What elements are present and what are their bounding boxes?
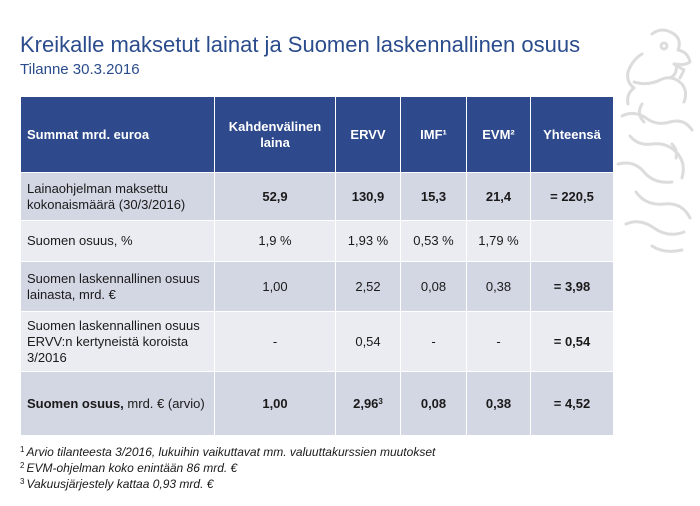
table-cell: 2,52 xyxy=(336,262,401,312)
table-row xyxy=(21,312,614,372)
table-cell: 15,3 xyxy=(401,173,467,221)
row-label: Lainaohjelman maksettu kokonaismäärä (30/3/2016) xyxy=(21,173,215,221)
table-cell: - xyxy=(401,312,467,372)
footnote xyxy=(20,444,435,460)
table-cell: 1,9 % xyxy=(215,221,336,262)
column-header: ERVV xyxy=(336,97,401,173)
table-cell: 0,08 xyxy=(401,262,467,312)
table-cell: 0,38 xyxy=(467,262,531,312)
total-cell: = 220,5 xyxy=(531,173,614,221)
table-cell: 21,4 xyxy=(467,173,531,221)
column-header: IMF¹ xyxy=(401,97,467,173)
table-cell: 52,9 xyxy=(215,173,336,221)
loan-table xyxy=(20,96,614,436)
footnote-mark: 1 xyxy=(20,445,25,454)
row-label: Suomen laskennallinen osuus lainasta, mrd. € xyxy=(21,262,215,312)
row-label: Suomen osuus, % xyxy=(21,221,215,262)
footnote xyxy=(20,476,435,492)
footnotes xyxy=(20,444,435,492)
table-row xyxy=(21,221,614,262)
table-cell: - xyxy=(215,312,336,372)
footnote-text: Vakuusjärjestely kattaa 0,93 mrd. € xyxy=(26,477,214,491)
footnote xyxy=(20,460,435,476)
table-cell xyxy=(336,372,401,436)
row-label: Suomen laskennallinen osuus ERVV:n kertyneistä koroista 3/2016 xyxy=(21,312,215,372)
column-header: EVM² xyxy=(467,97,531,173)
table-row xyxy=(21,173,614,221)
total-cell xyxy=(531,221,614,262)
total-cell: = 0,54 xyxy=(531,312,614,372)
cell-value: 2,96 xyxy=(353,395,379,411)
page-title: Kreikalle maksetut lainat ja Suomen laskennallinen osuus xyxy=(20,32,581,57)
lion-emblem-icon xyxy=(612,24,700,264)
table-cell: 0,08 xyxy=(401,372,467,436)
table-cell: 1,79 % xyxy=(467,221,531,262)
row-label-rest: mrd. € (arvio) xyxy=(123,395,205,411)
row-label-bold: Suomen osuus, xyxy=(27,395,124,411)
row-label xyxy=(21,372,215,436)
column-header: Kahdenvälinen laina xyxy=(215,97,336,173)
footnote-text: Arvio tilanteesta 3/2016, lukuihin vaikuttavat mm. valuuttakurssien muutokset xyxy=(26,445,436,459)
table-cell: 130,9 xyxy=(336,173,401,221)
footnote-mark: 2 xyxy=(20,461,25,470)
footnote-mark: 3 xyxy=(20,477,25,486)
table-row xyxy=(21,262,614,312)
table-header-row xyxy=(21,97,614,173)
table-cell: 0,54 xyxy=(336,312,401,372)
table-cell: 1,00 xyxy=(215,262,336,312)
table-cell: 0,38 xyxy=(467,372,531,436)
table-cell: 1,93 % xyxy=(336,221,401,262)
table-cell: 0,53 % xyxy=(401,221,467,262)
table-cell: 1,00 xyxy=(215,372,336,436)
page-subtitle: Tilanne 30.3.2016 xyxy=(20,61,140,78)
footnote-text: EVM-ohjelman koko enintään 86 mrd. € xyxy=(26,461,238,475)
table-cell: - xyxy=(467,312,531,372)
total-cell: = 4,52 xyxy=(531,372,614,436)
column-header: Summat mrd. euroa xyxy=(21,97,215,173)
footnote-mark: 3 xyxy=(378,396,383,406)
table-row-total xyxy=(21,372,614,436)
total-cell: = 3,98 xyxy=(531,262,614,312)
column-header: Yhteensä xyxy=(531,97,614,173)
